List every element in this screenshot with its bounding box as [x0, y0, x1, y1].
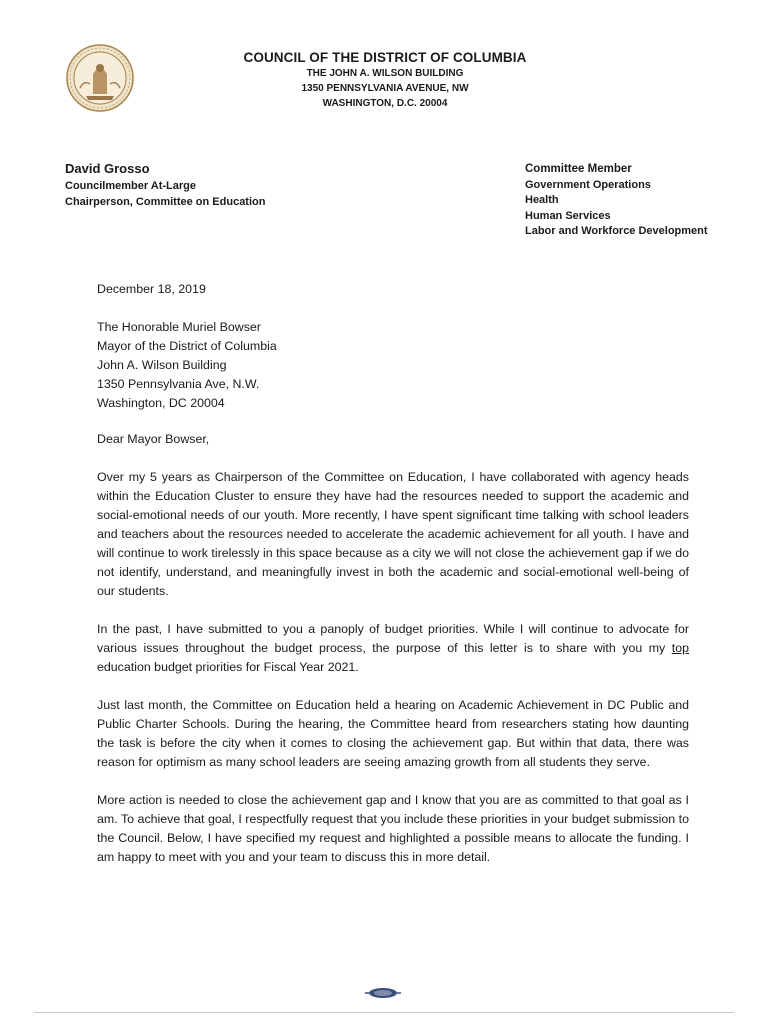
paragraph-text-part: In the past, I have submitted to you a panoply of budget priorities. While I will continue to advocate for various issues throughout the budget process, the purpose of this letter is to share with you my [97, 622, 689, 655]
address-line: Washington, DC 20004 [97, 396, 225, 410]
committee-item: Human Services [525, 209, 611, 222]
committee-list [525, 162, 708, 240]
committee-item: Labor and Workforce Development [525, 225, 708, 237]
building-name: THE JOHN A. WILSON BUILDING [306, 68, 464, 79]
paragraph [97, 791, 689, 867]
city-address: WASHINGTON, D.C. 20004 [322, 98, 448, 109]
letter-date: December 18, 2019 [97, 282, 206, 296]
address-line: Mayor of the District of Columbia [97, 339, 277, 353]
sender-name: David Grosso [65, 161, 150, 176]
paragraph [97, 468, 689, 601]
letterhead [200, 49, 570, 111]
sender-title: Councilmember At-Large [65, 180, 197, 192]
paragraph-text: Over my 5 years as Chairperson of the Committee on Education, I have collaborated with agency heads within the Education Cluster to ensure they have had the resources needed to support the academic and social-emotional needs of our youth. More recently, I have spent significant time talking with school leaders and teachers about the resources needed to accelerate the academic achievement for all youth. I have and will continue to work tirelessly in this space because as a city we will not close the achievement gap if we do not identify, understand, and meaningfully invest in both the academic and social-emotional well-being of our students. [97, 470, 689, 598]
footer-rule [34, 1012, 734, 1013]
committee-heading: Committee Member [525, 163, 632, 175]
paragraph-text: More action is needed to close the achievement gap and I know that you are as committed to that goal as I am. To achieve that goal, I respectfully request that you include these priorities in your budget submission to the Council. Below, I have specified my request and highlighted a possible means to allocate the funding. I am happy to meet with you and your team to discuss this in more detail. [97, 793, 689, 864]
committee-item: Health [525, 194, 559, 206]
sender-block [65, 160, 265, 210]
paragraph-text [97, 620, 689, 677]
committee-item: Government Operations [525, 178, 651, 191]
footer-ornament-icon [365, 985, 401, 1001]
address-line: The Honorable Muriel Bowser [97, 320, 261, 334]
sender-role: Chairperson, Committee on Education [65, 196, 266, 208]
salutation: Dear Mayor Bowser, [97, 432, 210, 446]
street-address: 1350 PENNSYLVANIA AVENUE, NW [301, 83, 469, 94]
council-title: COUNCIL OF THE DISTRICT OF COLUMBIA [243, 50, 527, 65]
paragraph-text-part: education budget priorities for Fiscal Year 2021. [97, 660, 359, 674]
address-line: 1350 Pennsylvania Ave, N.W. [97, 377, 260, 391]
paragraph [97, 620, 689, 677]
recipient-address [97, 318, 689, 413]
paragraph [97, 696, 689, 772]
paragraph-text: Just last month, the Committee on Education held a hearing on Academic Achievement in DC Public and Public Charter Schools. During the hearing, the Committee heard from researchers stating how daunting the task is before the city when it comes to closing the achievement gap. But within that data, there was reason for optimism as many school leaders are seeing amazing growth from all students they serve. [97, 698, 689, 769]
underlined-word: top [671, 641, 689, 655]
address-line: John A. Wilson Building [97, 358, 227, 372]
letter-body [97, 280, 689, 867]
dc-council-seal-icon [66, 44, 134, 112]
